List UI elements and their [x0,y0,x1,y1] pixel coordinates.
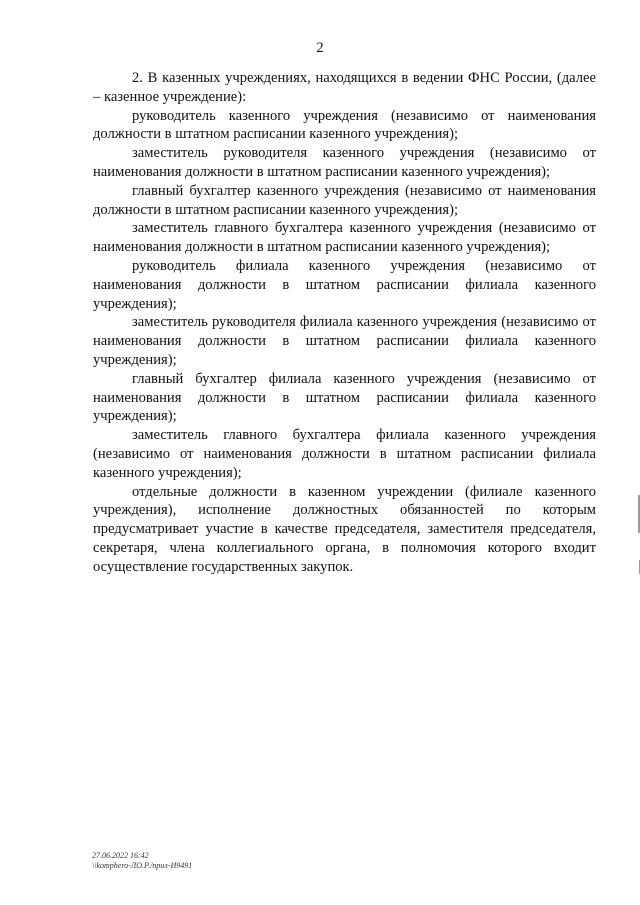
footer-timestamp: 27.06.2022 16:42 [92,851,149,860]
paragraph-item: главный бухгалтер казенного учреждения (независимо от наименования должности в штатном расписании казенного учреждения); [93,182,596,218]
paragraph-item: главный бухгалтер филиала казенного учреждения (независимо от наименования должности в штатном расписании филиала казенного учреждения); [93,370,596,425]
footer-file-path: \\komphero-ЛО.Р./прил-И9491 [92,861,193,870]
paragraph-item: заместитель главного бухгалтера казенного учреждения (независимо от наименования должности в штатном расписании казенного учреждения); [93,220,596,256]
paragraph-item: заместитель руководителя казенного учреждения (независимо от наименования должности в штатном расписании казенного учреждения); [93,145,596,180]
footer-stamp [92,851,192,871]
paragraph-item: отдельные должности в казенном учреждении (филиале казенного учреждения), исполнение должностных обязанностей по которым предусматривает участие в качестве председателя, заместителя председателя, секретаря, члена коллегиального органа, в полномочия которого входит осуществление государственных закупок. [93,483,596,575]
paragraph-intro: 2. В казенных учреждениях, находящихся в ведении ФНС России, (далее – казенное учреждение): [93,70,596,105]
paragraph-item: заместитель главного бухгалтера филиала казенного учреждения (независимо от наименования должности в штатном расписании филиала казенного учреждения); [93,427,596,481]
paragraph-item: руководитель казенного учреждения (независимо от наименования должности в штатном расписании казенного учреждения); [93,107,596,143]
paragraph-item: руководитель филиала казенного учреждения (независимо от наименования должности в штатном расписании филиала казенного учреждения); [93,257,596,312]
paragraph-item: заместитель руководителя филиала казенного учреждения (независимо от наименования должности в штатном расписании филиала казенного учреждения); [93,314,596,368]
document-body [93,69,596,577]
page-number: 2 [316,40,324,56]
